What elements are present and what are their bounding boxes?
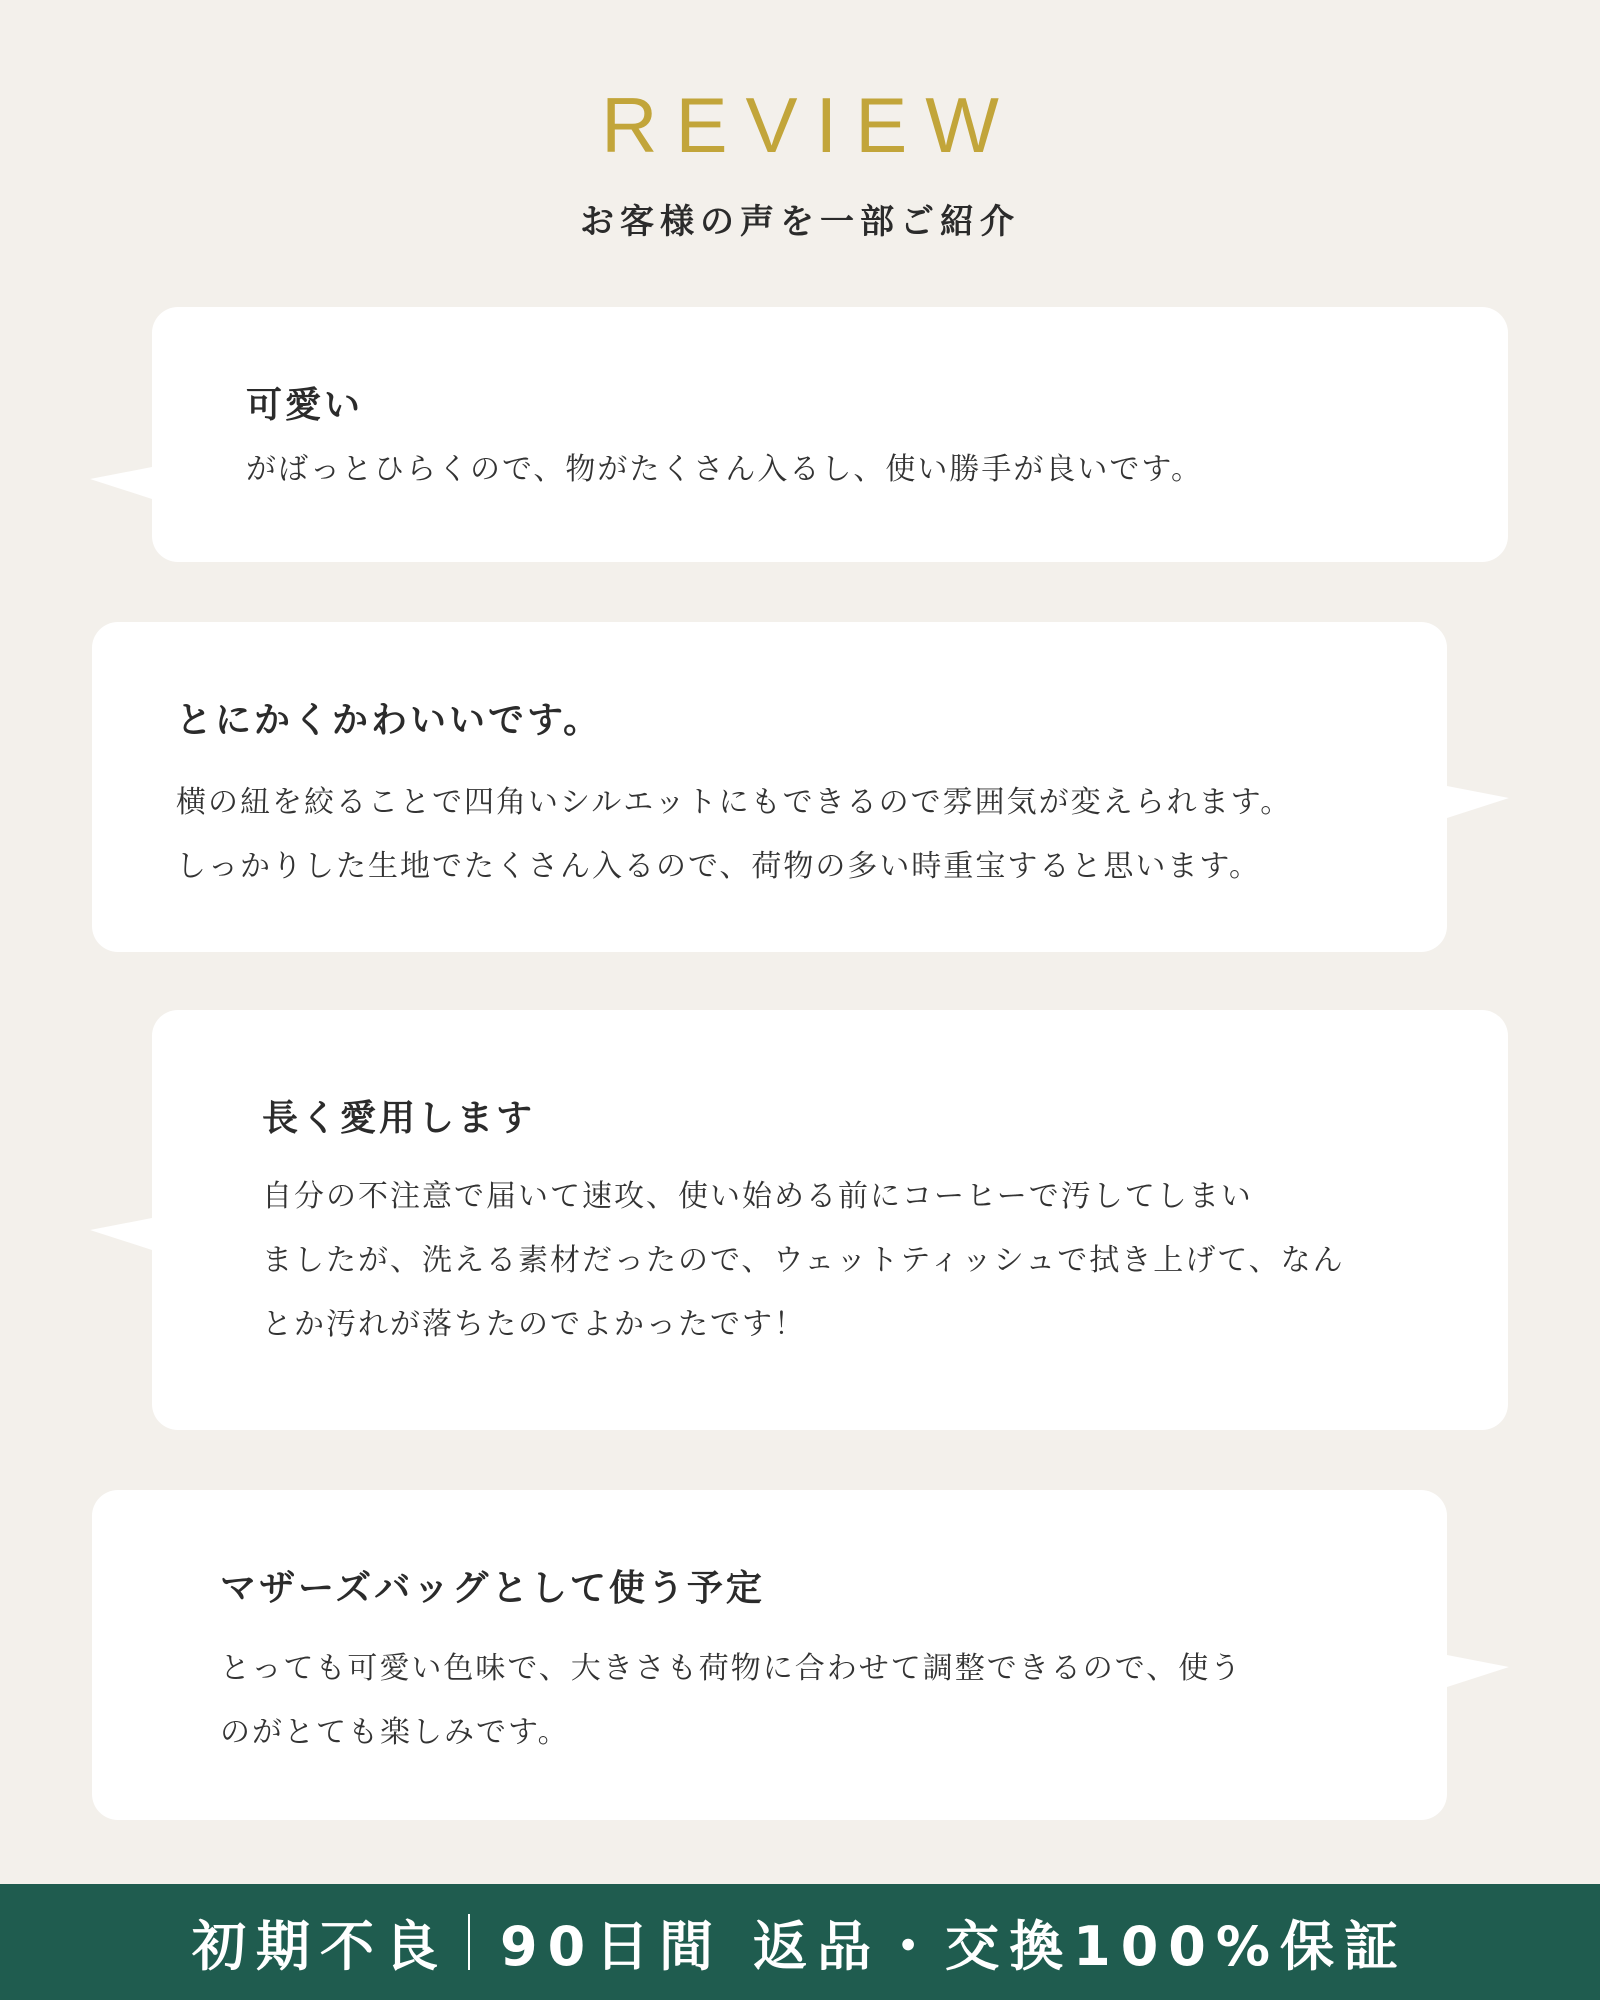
- review-line: 自分の不注意で届いて速攻、使い始める前にコーヒーで汚してしまい: [262, 1179, 1253, 1214]
- speech-bubble-tail: [90, 467, 152, 499]
- review-body: [220, 1637, 1447, 1765]
- speech-bubble-tail: [90, 1218, 152, 1250]
- review-title: 可愛い: [246, 385, 364, 426]
- speech-bubble-tail: [1447, 786, 1509, 818]
- review-title: とにかくかわいいです。: [176, 700, 603, 741]
- guarantee-banner: [0, 1884, 1600, 2000]
- guarantee-detail: 返品・交換100%保証: [753, 1914, 1408, 1978]
- review-title: 長く愛用します: [262, 1098, 536, 1139]
- review-line: しっかりした生地でたくさん入るので、荷物の多い時重宝すると思います。: [176, 849, 1261, 884]
- review-body: [176, 771, 1447, 899]
- review-body: [262, 1165, 1508, 1357]
- review-card-1: [152, 307, 1508, 562]
- divider: [468, 1914, 470, 1970]
- section-title: REVIEW: [601, 81, 1017, 169]
- review-title: マザーズバッグとして使う予定: [220, 1568, 765, 1609]
- review-card-2: [92, 622, 1447, 952]
- review-card-4: [92, 1490, 1447, 1820]
- review-header: [0, 80, 1600, 243]
- review-line: のがとても楽しみです。: [220, 1715, 570, 1750]
- review-line: とっても可愛い色味で、大きさも荷物に合わせて調整できるので、使う: [220, 1651, 1243, 1686]
- review-line: とか汚れが落ちたのでよかったです！: [262, 1307, 806, 1342]
- guarantee-period: 90日間: [500, 1914, 724, 1978]
- section-subtitle: お客様の声を一部ご紹介: [580, 202, 1020, 242]
- review-line: ましたが、洗える素材だったので、ウェットティッシュで拭き上げて、なん: [262, 1243, 1345, 1278]
- guarantee-label: 初期不良: [192, 1914, 448, 1978]
- review-card-3: [152, 1010, 1508, 1430]
- review-line: 横の紐を絞ることで四角いシルエットにもできるので雰囲気が変えられます。: [176, 785, 1293, 820]
- review-body: [246, 438, 1508, 502]
- review-line: がばっとひらくので、物がたくさん入るし、使い勝手が良いです。: [246, 452, 1203, 487]
- speech-bubble-tail: [1447, 1655, 1509, 1687]
